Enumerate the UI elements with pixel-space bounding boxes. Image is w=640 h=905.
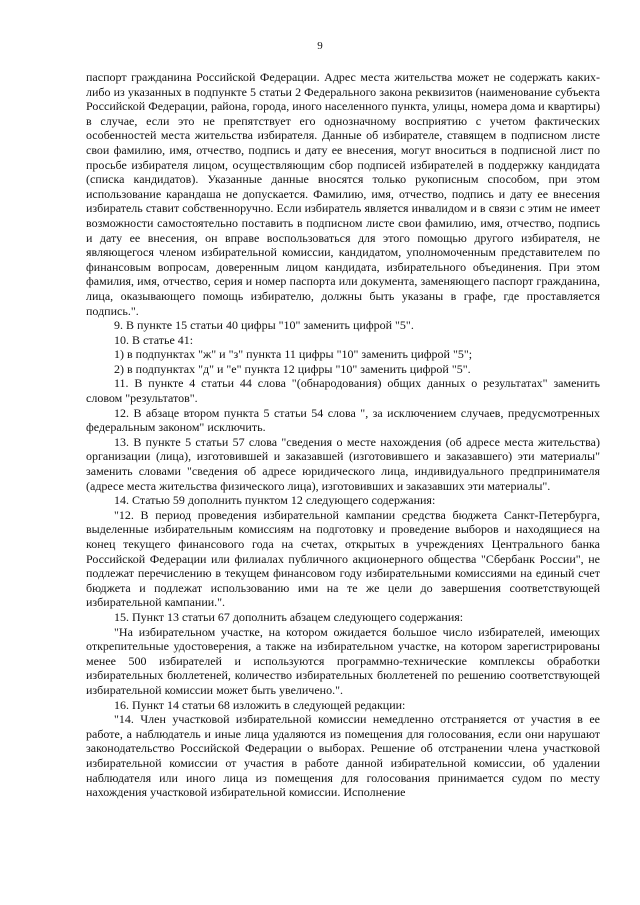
paragraph: 11. В пункте 4 статьи 44 слова "(обнародования) общих данных о результатах" заменить словом "результатов". xyxy=(86,376,600,406)
paragraph: 15. Пункт 13 статьи 67 дополнить абзацем следующего содержания: xyxy=(114,609,464,624)
paragraph: 14. Статью 59 дополнить пунктом 12 следующего содержания: xyxy=(114,493,436,508)
paragraph: 2) в подпунктах "д" и "е" пункта 12 цифры "10" заменить цифрой "5". xyxy=(114,361,471,376)
page-number: 9 xyxy=(317,40,323,52)
paragraph: 12. В абзаце втором пункта 5 статьи 54 слова ", за исключением случаев, предусмотренных федеральным законом" исключить. xyxy=(86,405,600,435)
paragraph: 1) в подпунктах "ж" и "з" пункта 11 цифры "10" заменить цифрой "5"; xyxy=(114,347,473,362)
paragraph: "На избирательном участке, на котором ожидается большое число избирателей, имеющих открепительные удостоверения, а также на избирательном участке, на котором зарегистрированы менее 500 избирателей и используются программно-технические комплексы обработки избирательных бюллетеней, количество избирательных бюллетеней по решению соответствующей избирательной комиссии может быть увеличено.". xyxy=(86,624,600,697)
paragraph: 16. Пункт 14 статьи 68 изложить в следующей редакции: xyxy=(114,697,406,712)
paragraph: 10. В статье 41: xyxy=(114,332,194,347)
paragraph: "14. Член участковой избирательной комиссии немедленно отстраняется от участия в ее работе, а наблюдатель и иные лица удаляются из помещения для голосования, если они нарушают законодательство Российской Федерации о выборах. Решение об отстранении члена участковой избирательной комиссии от участия в работе данной избирательной комиссии, об удалении наблюдателя или иного лица из помещения для голосования принимается судом по месту нахождения участковой избирательной комиссии. Исполнение xyxy=(86,712,600,800)
paragraph: "12. В период проведения избирательной кампании средства бюджета Санкт-Петербурга, выделенные избирательным комиссиям на подготовку и проведение выборов и находящиеся на конец текущего финансового года на счетах, открытых в учреждениях Центрального банка Российской Федерации или филиалах публичного акционерного общества "Сбербанк России", не подлежат перечислению в текущем финансовом году избирательными комиссиями на единый счет бюджета и подлежат использованию ими на те же цели до завершения соответствующей избирательной кампании.". xyxy=(86,507,600,610)
paragraph: паспорт гражданина Российской Федерации. Адрес места жительства может не содержать каких-либо из указанных в подпункте 5 статьи 2 Федерального закона реквизитов (наименование субъекта Российской Федерации, района, города, иного населенного пункта, улицы, номера дома и квартиры) в случае, если это не препятствует его однозначному восприятию с учетом фактических особенностей места жительства избирателя. Данные об избирателе, ставящем в подписном листе свои фамилию, имя, отчество, подпись и дату ее внесения, могут вноситься в подписной лист по просьбе избирателя лицом, осуществляющим сбор подписей избирателей в поддержку кандидата (списка кандидатов). Указанные данные вносятся только рукописным способом, при этом использование карандаша не допускается. Фамилию, имя, отчество, подпись и дату ее внесения избиратель ставит собственноручно. Если избиратель является инвалидом и в связи с этим не имеет возможности самостоятельно поставить в подписном листе свои фамилию, имя, отчество, подпись и дату ее внесения, он вправе воспользоваться для этого помощью другого избирателя, не являющегося членом избирательной комиссии, кандидатом, уполномоченным представителем по финансовым вопросам, доверенным лицом кандидата, избирательного объединения. При этом фамилия, имя, отчество, серия и номер паспорта или документа, заменяющего паспорт гражданина, лица, оказывающего помощь избирателю, должны быть указаны в графе, где проставляется подпись.". xyxy=(86,70,600,318)
document-body xyxy=(86,70,600,800)
paragraph: 9. В пункте 15 статьи 40 цифры "10" заменить цифрой "5". xyxy=(114,318,414,333)
paragraph: 13. В пункте 5 статьи 57 слова "сведения о месте нахождения (об адресе места жительства) организации (лица), изготовившей и заказавшей (изготовившего и заказавшего) эти материалы" заменить словами "сведения об адресе юридического лица, индивидуального предпринимателя (адресе места жительства физического лица), изготовивших и заказавших эти материалы". xyxy=(86,434,600,493)
